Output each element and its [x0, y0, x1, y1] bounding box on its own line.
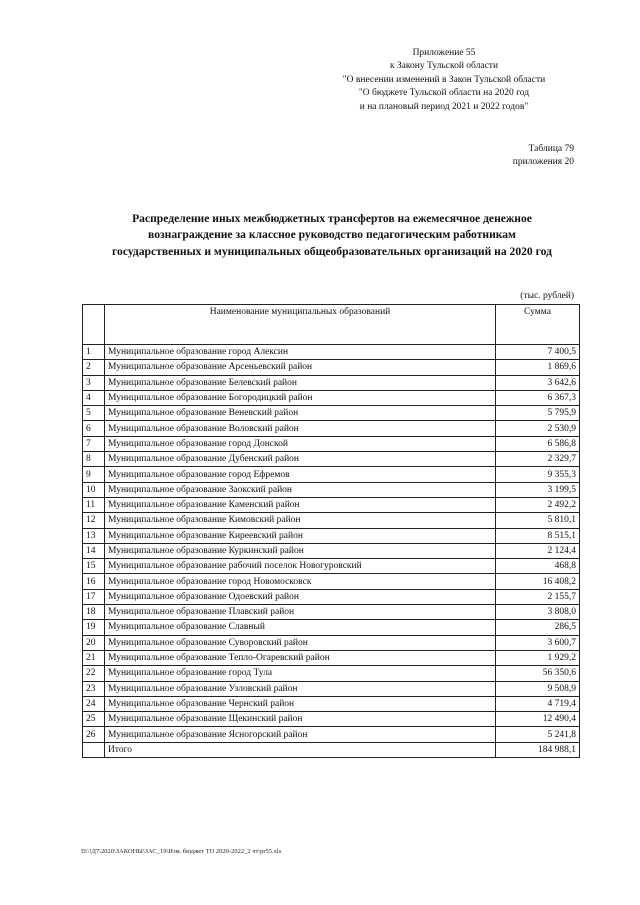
- row-number: 8: [83, 452, 105, 467]
- row-amount: 1 869,6: [496, 360, 580, 375]
- row-number: 10: [83, 482, 105, 497]
- table-row: [83, 467, 580, 482]
- title-line: вознаграждение за классное руководство педагогическим работникам: [148, 228, 516, 242]
- table-reference: [434, 143, 574, 170]
- row-amount: 7 400,5: [496, 345, 580, 360]
- table-reference-line: приложения 20: [512, 157, 574, 168]
- appendix-line: и на плановый период 2021 и 2022 годов": [359, 101, 529, 112]
- row-name: Муниципальное образование Суворовский район: [105, 635, 496, 650]
- table-row: [83, 543, 580, 558]
- row-number: 20: [83, 635, 105, 650]
- row-number: 4: [83, 390, 105, 405]
- table-row: [83, 696, 580, 711]
- row-amount: 2 124,4: [496, 543, 580, 558]
- row-name: Муниципальное образование Веневский район: [105, 406, 496, 421]
- row-name: Муниципальное образование город Новомосковск: [105, 574, 496, 589]
- appendix-line: к Закону Тульской области: [389, 61, 499, 72]
- table-row: [83, 559, 580, 574]
- row-number: 13: [83, 528, 105, 543]
- appendix-reference: [314, 47, 574, 114]
- file-path-footer: D:\!Д7\2020\ЗАКОНЫ\ЗАС_19\Изм. бюджет ТО 2020-2022_2 чт\pr55.xls: [81, 848, 282, 855]
- row-number: 3: [83, 375, 105, 390]
- appendix-line: Приложение 55: [412, 48, 476, 58]
- row-amount: 2 530,9: [496, 421, 580, 436]
- row-number: 24: [83, 696, 105, 711]
- row-number: 1: [83, 345, 105, 360]
- row-amount: 9 355,3: [496, 467, 580, 482]
- row-number: 25: [83, 712, 105, 727]
- transfers-table: [82, 304, 580, 758]
- row-name: Муниципальное образование город Тула: [105, 666, 496, 681]
- row-name: Муниципальное образование Каменский район: [105, 497, 496, 512]
- table-row: [83, 497, 580, 512]
- table-row: [83, 406, 580, 421]
- table-row: [83, 390, 580, 405]
- row-amount: 56 350,6: [496, 666, 580, 681]
- total-label: Итого: [105, 742, 496, 757]
- row-amount: 3 642,6: [496, 375, 580, 390]
- row-amount: 5 810,1: [496, 513, 580, 528]
- header-amount: Сумма: [496, 305, 580, 345]
- row-amount: 3 199,5: [496, 482, 580, 497]
- row-number: 14: [83, 543, 105, 558]
- row-name: Муниципальное образование Чернский район: [105, 696, 496, 711]
- row-name: Муниципальное образование рабочий поселок Новогуровский: [105, 559, 496, 574]
- header-number: [83, 305, 105, 345]
- row-number: 5: [83, 406, 105, 421]
- title-line: государственных и муниципальных общеобразовательных организаций на 2020 год: [112, 244, 552, 258]
- table-row: [83, 528, 580, 543]
- total-amount: 184 988,1: [496, 742, 580, 757]
- row-number: 23: [83, 681, 105, 696]
- row-amount: 1 929,2: [496, 650, 580, 665]
- row-amount: 2 492,2: [496, 497, 580, 512]
- table-row: [83, 482, 580, 497]
- table-row: [83, 513, 580, 528]
- table-row: [83, 650, 580, 665]
- row-number: 6: [83, 421, 105, 436]
- units-label: (тыс. рублей): [520, 291, 574, 301]
- row-amount: 16 408,2: [496, 574, 580, 589]
- total-row: [83, 742, 580, 757]
- row-amount: 6 586,8: [496, 436, 580, 451]
- document-title: [82, 211, 582, 260]
- table-row: [83, 436, 580, 451]
- row-amount: 286,5: [496, 620, 580, 635]
- row-name: Муниципальное образование Узловский район: [105, 681, 496, 696]
- row-number: 7: [83, 436, 105, 451]
- table-reference-line: Таблица 79: [528, 144, 574, 154]
- row-number: 16: [83, 574, 105, 589]
- table-row: [83, 375, 580, 390]
- row-amount: 3 808,0: [496, 605, 580, 620]
- row-number: 15: [83, 559, 105, 574]
- table-row: [83, 681, 580, 696]
- title-line: Распределение иных межбюджетных трансфертов на ежемесячное денежное: [132, 212, 532, 225]
- row-name: Муниципальное образование Одоевский район: [105, 589, 496, 604]
- table-row: [83, 574, 580, 589]
- row-name: Муниципальное образование город Алексин: [105, 345, 496, 360]
- table-row: [83, 360, 580, 375]
- total-number-cell: [83, 742, 105, 757]
- row-name: Муниципальное образование Арсеньевский район: [105, 360, 496, 375]
- row-amount: 6 367,3: [496, 390, 580, 405]
- table-row: [83, 452, 580, 467]
- row-name: Муниципальное образование Киреевский район: [105, 528, 496, 543]
- table-row: [83, 666, 580, 681]
- row-name: Муниципальное образование Ясногорский район: [105, 727, 496, 742]
- row-amount: 3 600,7: [496, 635, 580, 650]
- table-row: [83, 421, 580, 436]
- row-amount: 2 329,7: [496, 452, 580, 467]
- appendix-line: "О бюджете Тульской области на 2020 год: [358, 88, 530, 99]
- row-amount: 468,8: [496, 559, 580, 574]
- row-name: Муниципальное образование Щекинский район: [105, 712, 496, 727]
- appendix-line: "О внесении изменений в Закон Тульской области: [342, 74, 546, 85]
- table-row: [83, 589, 580, 604]
- row-number: 17: [83, 589, 105, 604]
- row-name: Муниципальное образование Воловский район: [105, 421, 496, 436]
- row-number: 12: [83, 513, 105, 528]
- row-name: Муниципальное образование город Донской: [105, 436, 496, 451]
- table-row: [83, 620, 580, 635]
- row-number: 2: [83, 360, 105, 375]
- row-amount: 12 490,4: [496, 712, 580, 727]
- row-number: 11: [83, 497, 105, 512]
- header-name: Наименование муниципальных образований: [105, 305, 496, 345]
- row-number: 18: [83, 605, 105, 620]
- row-name: Муниципальное образование Богородицкий район: [105, 390, 496, 405]
- row-amount: 8 515,1: [496, 528, 580, 543]
- row-number: 9: [83, 467, 105, 482]
- row-name: Муниципальное образование Кимовский район: [105, 513, 496, 528]
- table-row: [83, 635, 580, 650]
- row-name: Муниципальное образование Заокский район: [105, 482, 496, 497]
- row-amount: 5 241,8: [496, 727, 580, 742]
- row-amount: 2 155,7: [496, 589, 580, 604]
- row-amount: 5 795,9: [496, 406, 580, 421]
- row-amount: 9 508,9: [496, 681, 580, 696]
- row-name: Муниципальное образование Славный: [105, 620, 496, 635]
- row-amount: 4 719,4: [496, 696, 580, 711]
- row-number: 26: [83, 727, 105, 742]
- row-name: Муниципальное образование Белевский район: [105, 375, 496, 390]
- table-header-row: [83, 305, 580, 345]
- row-number: 19: [83, 620, 105, 635]
- row-name: Муниципальное образование Куркинский район: [105, 543, 496, 558]
- row-number: 22: [83, 666, 105, 681]
- table-row: [83, 712, 580, 727]
- row-name: Муниципальное образование Тепло-Огаревский район: [105, 650, 496, 665]
- row-name: Муниципальное образование Плавский район: [105, 605, 496, 620]
- row-name: Муниципальное образование город Ефремов: [105, 467, 496, 482]
- table-row: [83, 727, 580, 742]
- table-row: [83, 345, 580, 360]
- row-number: 21: [83, 650, 105, 665]
- row-name: Муниципальное образование Дубенский район: [105, 452, 496, 467]
- table-row: [83, 605, 580, 620]
